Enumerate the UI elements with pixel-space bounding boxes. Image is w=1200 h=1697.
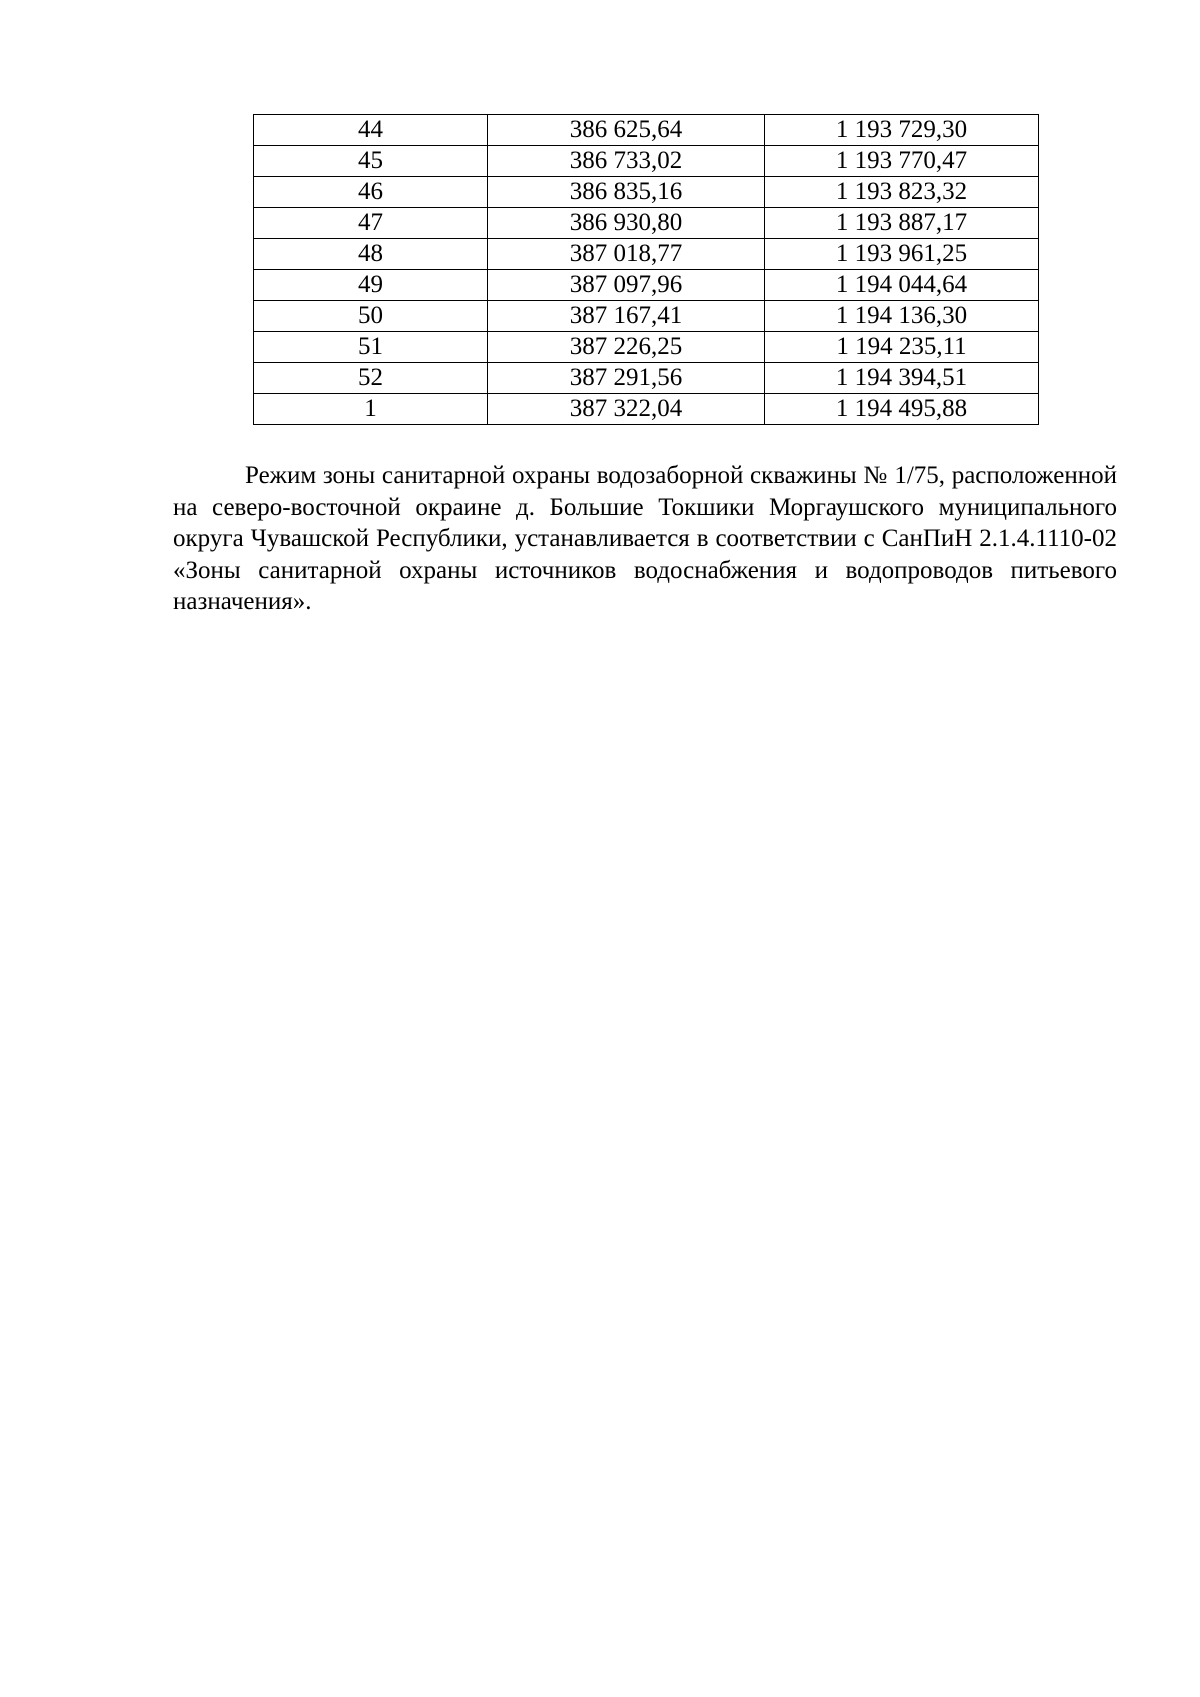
table-row [254,177,1039,208]
y-coordinate-cell: 1 193 823,32 [765,177,1039,208]
table-row [254,301,1039,332]
x-coordinate-cell: 387 291,56 [488,363,765,394]
point-number-cell: 45 [254,146,488,177]
x-coordinate-cell: 386 625,64 [488,115,765,146]
table-row [254,332,1039,363]
sanitary-zone-paragraph: Режим зоны санитарной охраны водозаборной скважины № 1/75, расположенной на северо-восточной окраине д. Большие Токшики Моргаушского муниципального округа Чувашской Республики, устанавливается в соответствии с СанПиН 2.1.4.1110-02 «Зоны санитарной охраны источников водоснабжения и водопроводов питьевого назначения». [173,462,1117,615]
table-row [254,363,1039,394]
table-row [254,208,1039,239]
point-number-cell: 48 [254,239,488,270]
y-coordinate-cell: 1 194 394,51 [765,363,1039,394]
table-row [254,239,1039,270]
y-coordinate-cell: 1 193 729,30 [765,115,1039,146]
x-coordinate-cell: 386 930,80 [488,208,765,239]
x-coordinate-cell: 387 226,25 [488,332,765,363]
coordinates-table [253,114,1039,425]
table-row [254,394,1039,425]
y-coordinate-cell: 1 194 044,64 [765,270,1039,301]
x-coordinate-cell: 387 322,04 [488,394,765,425]
table-row [254,146,1039,177]
x-coordinate-cell: 387 018,77 [488,239,765,270]
y-coordinate-cell: 1 193 961,25 [765,239,1039,270]
point-number-cell: 50 [254,301,488,332]
point-number-cell: 1 [254,394,488,425]
point-number-cell: 51 [254,332,488,363]
y-coordinate-cell: 1 193 770,47 [765,146,1039,177]
point-number-cell: 52 [254,363,488,394]
x-coordinate-cell: 387 097,96 [488,270,765,301]
point-number-cell: 49 [254,270,488,301]
y-coordinate-cell: 1 194 495,88 [765,394,1039,425]
y-coordinate-cell: 1 194 136,30 [765,301,1039,332]
y-coordinate-cell: 1 194 235,11 [765,332,1039,363]
table-row [254,115,1039,146]
x-coordinate-cell: 387 167,41 [488,301,765,332]
table-row [254,270,1039,301]
y-coordinate-cell: 1 193 887,17 [765,208,1039,239]
point-number-cell: 47 [254,208,488,239]
point-number-cell: 46 [254,177,488,208]
point-number-cell: 44 [254,115,488,146]
x-coordinate-cell: 386 733,02 [488,146,765,177]
x-coordinate-cell: 386 835,16 [488,177,765,208]
